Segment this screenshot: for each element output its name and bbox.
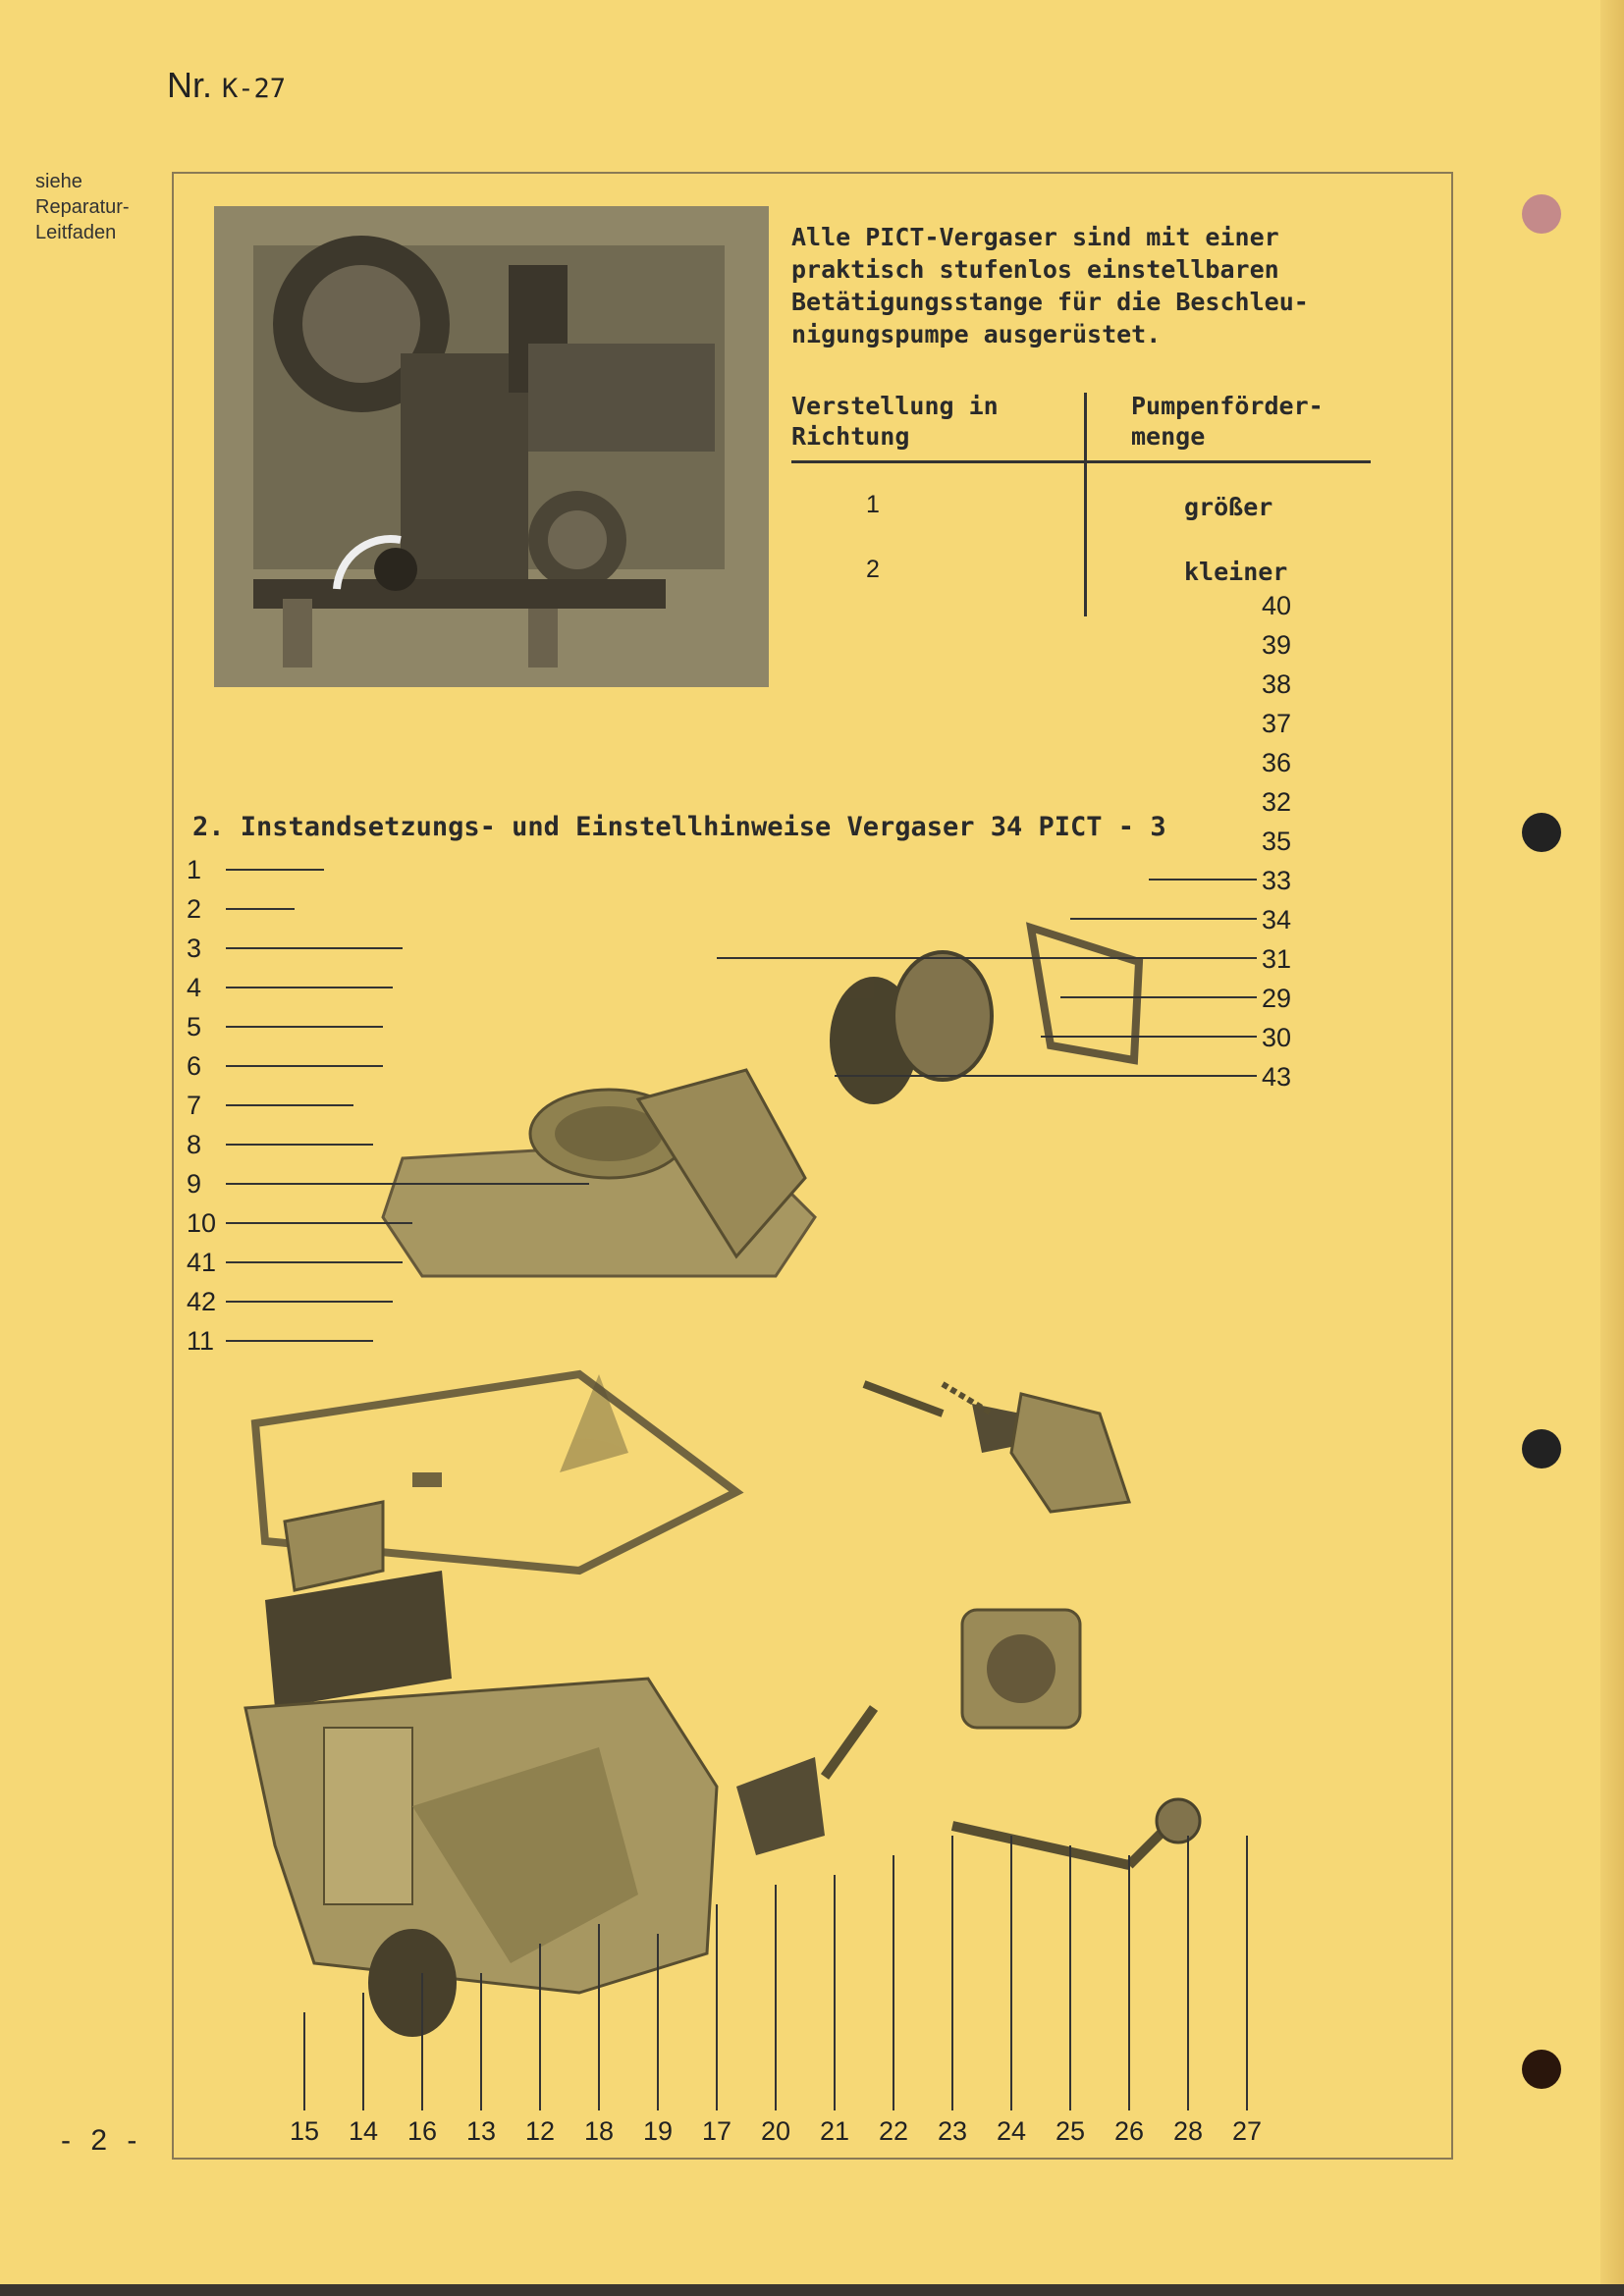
part-label: 35 [1262,827,1292,856]
intro-line: nigungspumpe ausgerüstet. [791,320,1162,348]
side-note-line: Reparatur- [35,196,130,218]
part-label: 22 [879,2116,909,2146]
part-label: 23 [938,2116,968,2146]
intro-paragraph [791,221,1420,350]
document-number [167,65,286,106]
bottom-part-labels [290,2116,1262,2146]
side-note [35,169,130,245]
part-label: 36 [1262,748,1292,777]
header-line: Richtung [791,422,910,451]
part-label: 27 [1232,2116,1263,2146]
punch-hole [1522,1429,1561,1468]
table-cell-amount: größer [1184,493,1273,521]
left-part-labels [187,855,216,1356]
side-note-line: Leitfaden [35,222,117,243]
part-label: 13 [466,2116,497,2146]
header-line: Pumpenförder- [1131,392,1324,420]
page-number: - 2 - [61,2124,143,2157]
document-number-prefix: Nr. [167,65,213,105]
part-label: 5 [187,1012,202,1041]
part-label: 8 [187,1130,202,1159]
part-label: 18 [584,2116,615,2146]
part-label: 14 [349,2116,379,2146]
part-label: 37 [1262,709,1292,738]
part-label: 15 [290,2116,320,2146]
intro-line: Betätigungsstange für die Beschleu- [791,288,1309,316]
table-cell-direction: 2 [866,556,880,583]
document-number-value: K-27 [222,74,287,104]
table-cell-amount: kleiner [1184,558,1288,586]
part-label: 24 [997,2116,1027,2146]
part-label: 25 [1056,2116,1086,2146]
bottom-edge [0,2284,1624,2296]
table-cell-direction: 1 [866,491,880,518]
part-label: 26 [1114,2116,1145,2146]
page-edge [1600,0,1624,2296]
table-column-rule [1084,393,1087,616]
part-label: 2 [187,894,202,924]
header-line: Verstellung in [791,392,999,420]
part-label: 30 [1262,1023,1292,1052]
part-label: 6 [187,1051,202,1081]
part-label: 34 [1262,905,1292,934]
part-label: 1 [187,855,202,884]
table-header-direction [791,391,999,452]
section-heading: 2. Instandsetzungs- und Einstellhinweise Vergaser 34 PICT - 3 [192,812,1166,842]
part-label: 43 [1262,1062,1292,1092]
part-label: 33 [1262,866,1292,895]
table-header-amount [1131,391,1324,452]
part-label: 10 [187,1208,217,1238]
punch-hole [1522,813,1561,852]
part-label: 11 [187,1326,215,1356]
part-label: 4 [187,973,202,1002]
part-label: 28 [1173,2116,1204,2146]
part-label: 21 [820,2116,850,2146]
part-label: 31 [1262,944,1292,974]
part-label: 7 [187,1091,202,1120]
part-label: 20 [761,2116,791,2146]
part-label: 38 [1262,669,1292,699]
part-label: 3 [187,934,202,963]
part-label: 17 [702,2116,732,2146]
punch-hole [1522,194,1561,234]
part-label: 29 [1262,984,1292,1013]
punch-hole [1522,2050,1561,2089]
side-note-line: siehe [35,171,82,192]
carburetor-photo [214,206,769,687]
part-label: 12 [525,2116,556,2146]
intro-line: Alle PICT-Vergaser sind mit einer [791,223,1279,251]
part-label: 16 [407,2116,438,2146]
part-label: 32 [1262,787,1292,817]
part-label: 41 [187,1248,217,1277]
part-label: 9 [187,1169,202,1199]
part-label: 42 [187,1287,217,1316]
part-label: 40 [1262,591,1292,620]
header-line: menge [1131,422,1206,451]
part-label: 19 [643,2116,674,2146]
table-header-rule [791,460,1371,463]
intro-line: praktisch stufenlos einstellbaren [791,255,1279,284]
part-label: 39 [1262,630,1292,660]
